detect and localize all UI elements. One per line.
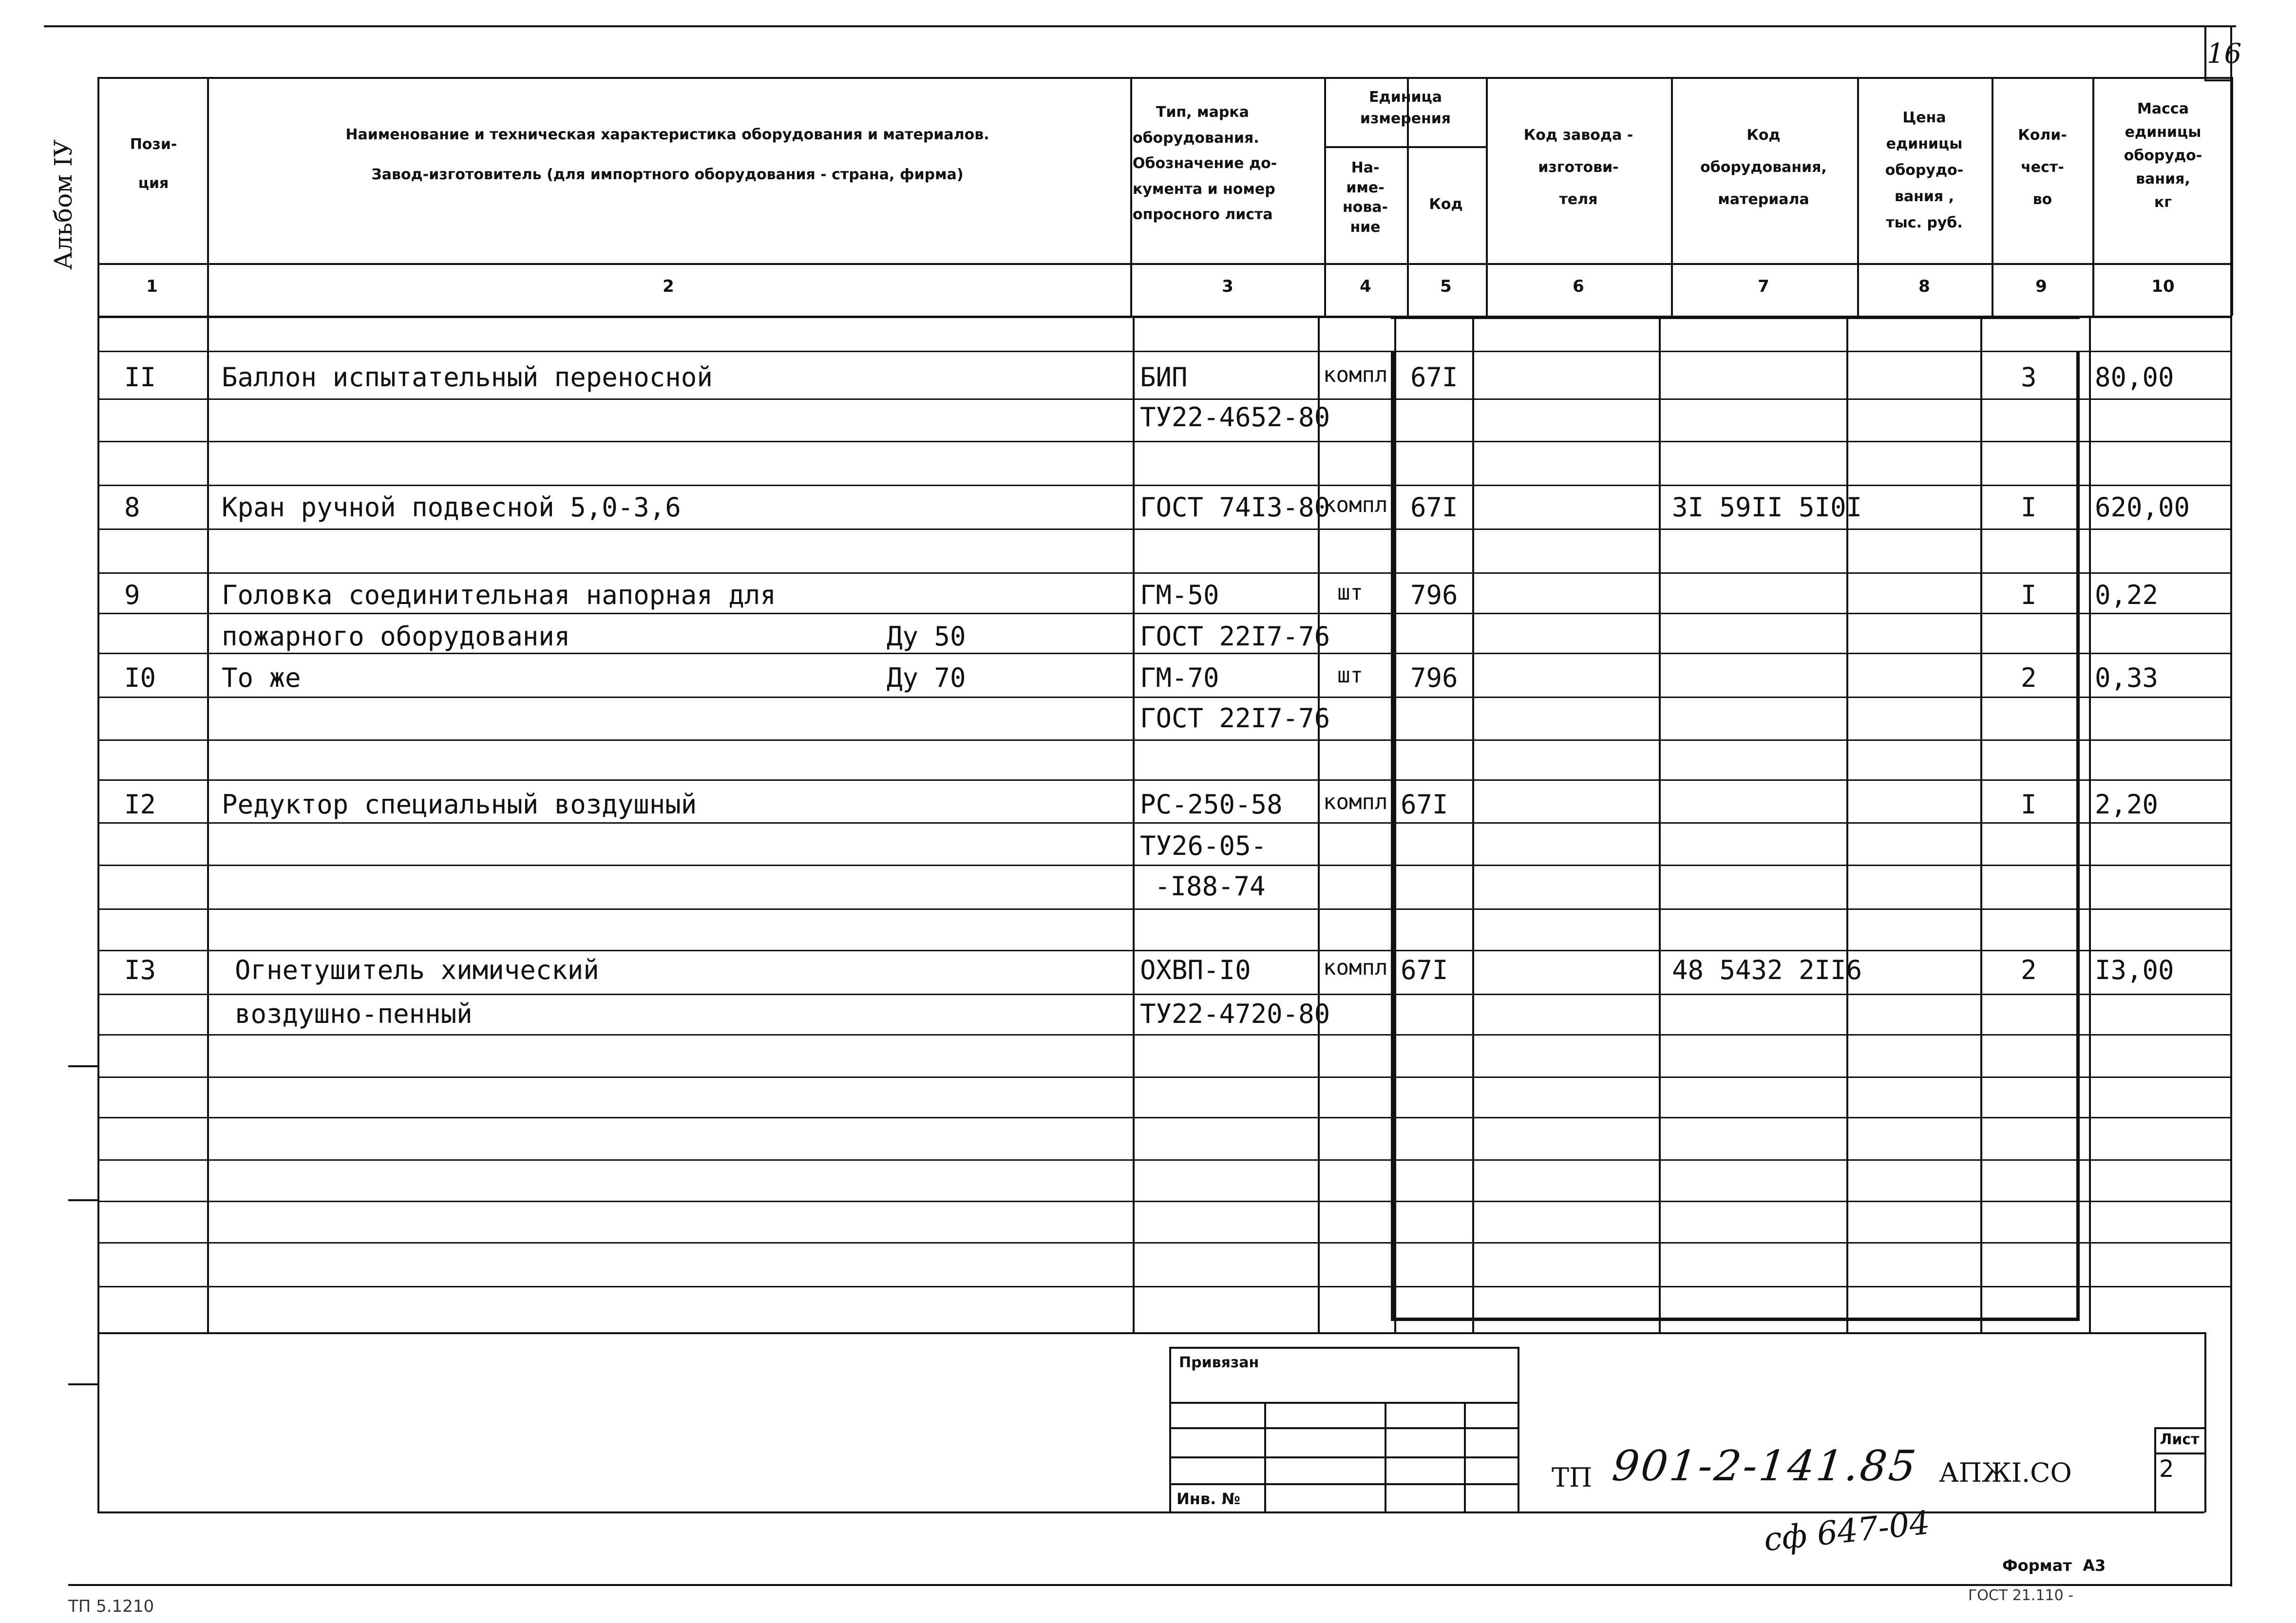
type-cell: ГМ-50	[1140, 580, 1219, 610]
header-col3	[1133, 100, 1323, 228]
sheet-box-left	[2154, 1427, 2156, 1512]
page-number-box-bottom	[2204, 79, 2231, 81]
row-line-8	[97, 697, 2230, 698]
row-line-9	[97, 739, 2230, 741]
unit-code-cell: 67I	[1401, 955, 1448, 985]
mass-cell: 0,22	[2095, 580, 2159, 610]
header-col6	[1488, 119, 1669, 216]
quantity-cell: I	[2021, 789, 2037, 820]
column-number-2: 2	[663, 277, 674, 296]
table-left	[97, 77, 99, 1512]
thick-top	[1391, 316, 2080, 319]
bottom-border-line	[68, 1584, 2231, 1586]
table-top	[97, 77, 2230, 79]
quantity-cell: 2	[2021, 662, 2037, 693]
header-col3-line5: опросного листа	[1133, 206, 1273, 223]
thick-bottom	[1391, 1318, 2080, 1321]
type-cell: ТУ22-4720-80	[1140, 999, 1330, 1029]
row-line-18	[97, 1117, 2230, 1118]
page-number-box-left	[2204, 25, 2206, 81]
header-col3-line3: Обозначение до-	[1133, 155, 1277, 172]
top-border-line	[44, 25, 2236, 27]
row-line-5	[97, 572, 2230, 574]
row-line-14	[97, 950, 2230, 951]
row-line-10	[97, 779, 2230, 781]
header-col10-line1: Масса	[2137, 100, 2189, 117]
header-col3-line2: оборудования.	[1133, 129, 1259, 147]
header-col4	[1325, 158, 1405, 237]
position-cell: 8	[124, 492, 140, 523]
nominal-diameter-cell: Ду 70	[887, 662, 966, 693]
name-cell: Баллон испытательный переносной	[222, 362, 713, 393]
row-line-20	[97, 1201, 2230, 1202]
name-cell: Огнетушитель химический	[235, 955, 599, 985]
body-col-sep-2	[1318, 316, 1320, 1332]
stamp-col-2	[1464, 1402, 1466, 1511]
name-cell: воздушно-пенный	[235, 999, 473, 1029]
header-col1-line2: ция	[138, 174, 169, 192]
project-number: 901-2-141.85	[1610, 1442, 1920, 1491]
column-number-8: 8	[1918, 277, 1930, 296]
body-col-sep-3	[1394, 316, 1396, 1332]
header-col8-line5: тыс. руб.	[1886, 214, 1963, 231]
type-cell: ТУ22-4652-80	[1140, 402, 1330, 433]
stamp-top	[1169, 1347, 1519, 1349]
stamp-col-1	[1385, 1402, 1386, 1511]
header-col9-line3: во	[2032, 191, 2052, 208]
header-col1-line1: Пози-	[130, 136, 177, 153]
row-line-11	[97, 822, 2230, 824]
body-col-sep-0	[207, 316, 209, 1332]
type-cell: РС-250-58	[1140, 789, 1283, 820]
unit-cell: компл	[1323, 790, 1388, 814]
header-col6-line3: теля	[1559, 191, 1598, 208]
name-cell: Головка соединительная напорная для	[222, 580, 776, 610]
header-col10-line5: кг	[2154, 194, 2172, 211]
stamp-left	[1169, 1347, 1171, 1511]
quantity-cell: 3	[2021, 362, 2037, 393]
name-cell: То же	[222, 662, 301, 693]
sheet-number: 2	[2159, 1455, 2174, 1483]
row-line-17	[97, 1076, 2230, 1078]
body-col-sep-4	[1472, 316, 1474, 1332]
row-line-16	[97, 1034, 2230, 1036]
row-line-13	[97, 908, 2230, 910]
mass-cell: 2,20	[2095, 789, 2159, 820]
type-cell: ОХВП-I0	[1140, 955, 1251, 985]
stamp-row-0	[1169, 1402, 1519, 1404]
stamp-right	[1518, 1347, 1519, 1511]
handwritten-code: сф 647-04	[1762, 1504, 1932, 1559]
column-number-9: 9	[2035, 277, 2047, 296]
column-number-10: 10	[2151, 277, 2175, 296]
unit-group-line	[1324, 146, 1486, 148]
unit-code-cell: 796	[1410, 580, 1458, 610]
header-col4-line3: нова-	[1342, 199, 1388, 216]
header-col3-line4: кумента и номер	[1133, 180, 1275, 198]
stamp-col-0	[1264, 1402, 1266, 1511]
row-line-21	[97, 1242, 2230, 1244]
unit-cell: компл	[1323, 492, 1388, 517]
page-number: 16	[2207, 38, 2242, 70]
unit-cell: шт	[1337, 663, 1363, 688]
quantity-cell: I	[2021, 492, 2037, 523]
row-line-12	[97, 865, 2230, 866]
header-col9	[1992, 119, 2092, 216]
header-col8-line4: вания ,	[1894, 188, 1954, 205]
thick-left-unit	[1391, 351, 1394, 1318]
header-col-sep-8	[2092, 77, 2094, 316]
column-number-3: 3	[1222, 277, 1233, 296]
header-col2-line1: Наименование и техническая характеристика оборудования и материалов.	[345, 126, 989, 143]
format-note: Формат А3	[2002, 1556, 2106, 1575]
thick-right	[2076, 351, 2080, 1318]
header-col2-line2: Завод-изготовитель (для импортного оборудования - страна, фирма)	[371, 166, 964, 183]
header-col5: Код	[1429, 196, 1463, 213]
row-line-7	[97, 653, 2230, 654]
document-code: АПЖI.СО	[1939, 1457, 2072, 1488]
unit-code-cell: 67I	[1410, 362, 1458, 393]
stamp-inv-label: Инв. №	[1176, 1490, 1240, 1508]
sheet-box-mid	[2154, 1453, 2205, 1454]
footer-right: ГОСТ 21.110 -	[1968, 1587, 2074, 1604]
unit-sub-sep	[1407, 146, 1409, 316]
header-bottom	[97, 263, 2230, 265]
position-cell: II	[124, 362, 156, 393]
header-col8-line3: оборудо-	[1885, 162, 1964, 179]
type-cell: -I88-74	[1155, 871, 1266, 902]
header-col9-line2: чест-	[2021, 159, 2064, 176]
quantity-cell: I	[2021, 580, 2037, 610]
mass-cell: I3,00	[2095, 955, 2174, 985]
column-number-7: 7	[1758, 277, 1769, 296]
type-cell: ТУ26-05-	[1140, 830, 1267, 861]
mass-cell: 80,00	[2095, 362, 2174, 393]
sheet-label: Лист	[2160, 1431, 2200, 1448]
unit-cell: компл	[1323, 955, 1388, 980]
header-col9-line1: Коли-	[2018, 127, 2067, 144]
type-cell: ГОСТ 74I3-80	[1140, 492, 1330, 523]
mass-cell: 0,33	[2095, 662, 2159, 693]
header-col10-line4: вания,	[2136, 170, 2190, 188]
margin-tick-1	[68, 1065, 97, 1067]
row-line-3	[97, 485, 2230, 486]
header-col6-line1: Код завода -	[1523, 127, 1633, 144]
type-cell: ГМ-70	[1140, 662, 1219, 693]
column-number-4: 4	[1360, 277, 1371, 296]
equipment-code-cell: 3I 59II 5I0I	[1672, 492, 1862, 523]
header-col8-line2: единицы	[1886, 135, 1963, 152]
stamp-row-2	[1169, 1456, 1519, 1458]
stamp-row-1	[1169, 1427, 1519, 1429]
header-col10-line2: единицы	[2125, 124, 2201, 141]
stamp-attached-label: Привязан	[1179, 1354, 1259, 1371]
column-number-1: 1	[146, 277, 158, 296]
body-col-sep-1	[1133, 316, 1135, 1332]
type-cell: ГОСТ 22I7-76	[1140, 621, 1330, 652]
unit-code-cell: 796	[1410, 662, 1458, 693]
header-col-sep-4	[1486, 77, 1488, 316]
header-col10	[2095, 97, 2231, 214]
header-col4-line2: име-	[1346, 179, 1385, 196]
position-cell: I3	[124, 955, 156, 985]
position-cell: 9	[124, 580, 140, 610]
header-col10-line3: оборудо-	[2124, 147, 2202, 164]
row-line-15	[97, 994, 2230, 995]
row-line-4	[97, 528, 2230, 530]
body-col-sep-6	[1846, 316, 1848, 1332]
unit-code-cell: 67I	[1401, 789, 1448, 820]
nominal-diameter-cell: Ду 50	[887, 621, 966, 652]
margin-tick-2	[68, 1199, 97, 1201]
header-col4-line1: На-	[1351, 159, 1380, 176]
header-unit-line2: измерения	[1360, 110, 1451, 127]
name-cell: Редуктор специальный воздушный	[222, 789, 697, 820]
mass-cell: 620,00	[2095, 492, 2190, 523]
header-col6-line2: изготови-	[1538, 159, 1619, 176]
header-col7-line3: материала	[1718, 191, 1809, 208]
body-col-sep-7	[1980, 316, 1982, 1332]
unit-cell: компл	[1323, 362, 1388, 387]
header-col7-line2: оборудования,	[1700, 159, 1827, 176]
album-label: Альбом IУ	[49, 139, 77, 270]
row-line-2	[97, 441, 2230, 442]
body-bottom	[97, 1332, 2204, 1334]
sheet-box-top	[2154, 1427, 2205, 1429]
unit-code-cell: 67I	[1410, 492, 1458, 523]
stamp-row-3	[1169, 1483, 1519, 1485]
footer-left: ТП 5.1210	[68, 1597, 154, 1616]
column-number-5: 5	[1440, 277, 1452, 296]
position-cell: I0	[124, 662, 156, 693]
header-col2	[209, 124, 1125, 185]
header-unit-group	[1325, 87, 1486, 129]
name-cell: пожарного оборудования	[222, 621, 570, 652]
column-number-6: 6	[1573, 277, 1584, 296]
stamp-tp-label: ТП	[1552, 1462, 1593, 1493]
position-cell: I2	[124, 789, 156, 820]
header-col4-line4: ние	[1350, 218, 1381, 236]
frame-inner-right	[2204, 1332, 2206, 1512]
type-cell: ГОСТ 22I7-76	[1140, 703, 1330, 734]
header-col-sep-1	[1130, 77, 1132, 316]
header-col7-line1: Код	[1746, 127, 1781, 144]
header-col-sep-9	[2231, 77, 2233, 316]
row-line-0	[97, 351, 2230, 352]
type-cell: БИП	[1140, 362, 1188, 393]
header-col7	[1671, 119, 1856, 216]
margin-tick-3	[68, 1383, 97, 1385]
body-col-sep-8	[2089, 316, 2091, 1332]
header-col-sep-0	[207, 77, 209, 316]
quantity-cell: 2	[2021, 955, 2037, 985]
header-unit-line1: Единица	[1369, 89, 1442, 106]
body-col-sep-5	[1659, 316, 1661, 1332]
unit-cell: шт	[1337, 580, 1363, 605]
row-line-22	[97, 1286, 2230, 1287]
name-cell: Кран ручной подвесной 5,0-3,6	[222, 492, 681, 523]
row-line-1	[97, 398, 2230, 400]
equipment-code-cell: 48 5432 2II6	[1672, 955, 1862, 985]
header-col8	[1859, 105, 1990, 236]
header-col3-line1: Тип, марка	[1156, 104, 1249, 121]
header-col8-line1: Цена	[1902, 109, 1946, 126]
row-line-6	[97, 613, 2230, 614]
header-col1	[100, 134, 207, 194]
row-line-19	[97, 1159, 2230, 1161]
